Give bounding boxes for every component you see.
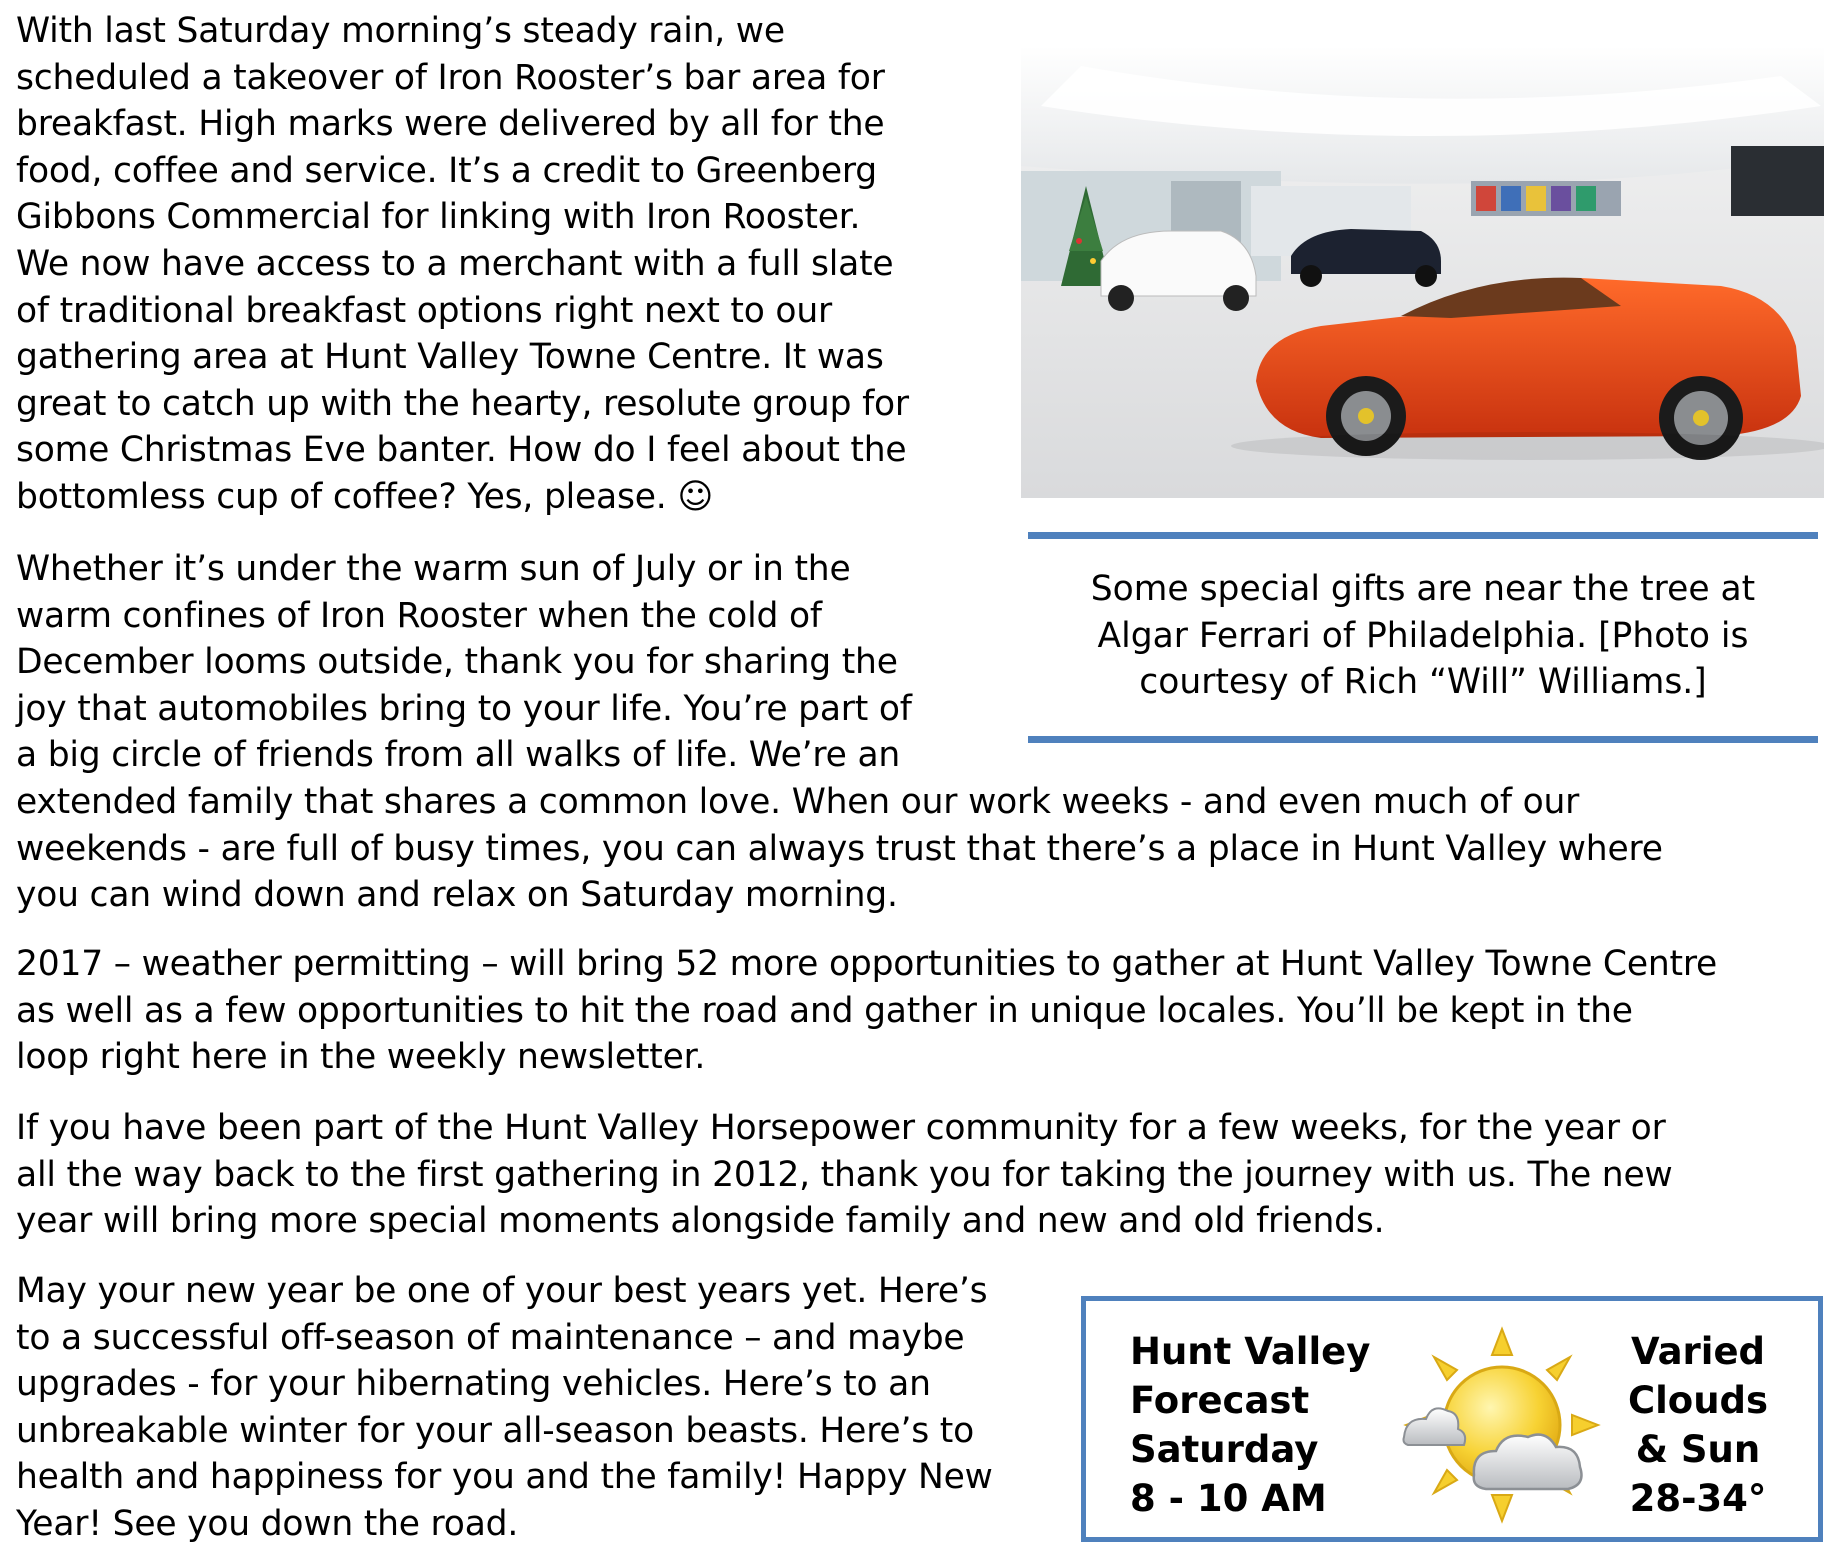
forecast-line: & Sun bbox=[1635, 1428, 1761, 1471]
caption-line: courtesy of Rich “Will” Williams.] bbox=[1139, 662, 1707, 703]
text-line: you can wind down and relax on Saturday morning. bbox=[16, 875, 898, 916]
text-line: unbreakable winter for your all-season beasts. Here’s to bbox=[16, 1410, 974, 1451]
text-line: joy that automobiles bring to your life. You’re part of bbox=[16, 688, 912, 729]
caption-line: Some special gifts are near the tree at bbox=[1090, 569, 1756, 609]
text-line: If you have been part of the Hunt Valley Horsepower community for a few weeks, for the year or bbox=[16, 1108, 1666, 1148]
text-line: December looms outside, thank you for sharing the bbox=[16, 642, 898, 683]
text-line: extended family that shares a common love. When our work weeks - and even much of our bbox=[16, 781, 1580, 822]
paragraph-2017-plans bbox=[16, 941, 1717, 1081]
text-line: Whether it’s under the warm sun of July or in the bbox=[16, 549, 851, 589]
text-line: weekends - are full of busy times, you can always trust that there’s a place in Hunt Valley where bbox=[16, 828, 1663, 869]
text-line: warm confines of Iron Rooster when the cold of bbox=[16, 595, 822, 636]
text-line: year will bring more special moments alongside family and new and old friends. bbox=[16, 1201, 1385, 1242]
text-line: a big circle of friends from all walks of life. We’re an bbox=[16, 735, 901, 776]
text-line: scheduled a takeover of Iron Rooster’s bar area for bbox=[16, 57, 885, 98]
text-line: Gibbons Commercial for linking with Iron Rooster. bbox=[16, 197, 861, 238]
text-line: as well as a few opportunities to hit the road and gather in unique locales. You’ll be kept in the bbox=[16, 990, 1633, 1031]
text-line: all the way back to the first gathering in 2012, thank you for taking the journey with us. The new bbox=[16, 1154, 1673, 1195]
forecast-line: Hunt Valley bbox=[1130, 1330, 1371, 1373]
caption-top-rule bbox=[1028, 532, 1818, 539]
text-line: upgrades - for your hibernating vehicles. Here’s to an bbox=[16, 1364, 931, 1405]
forecast-line: Saturday bbox=[1130, 1428, 1319, 1471]
ferrari-showroom-photo bbox=[1021, 46, 1824, 498]
text-line: Year! See you down the road. bbox=[16, 1503, 519, 1544]
forecast-temperature: 28-34° bbox=[1629, 1477, 1767, 1520]
text-line: 2017 – weather permitting – will bring 52 more opportunities to gather at Hunt Valley Towne Centre bbox=[16, 944, 1718, 984]
text-line: May your new year be one of your best years yet. Here’s bbox=[16, 1271, 988, 1311]
text-line: breakfast. High marks were delivered by all for the bbox=[16, 104, 885, 145]
paragraph-rain-breakfast bbox=[16, 8, 909, 521]
text-line: of traditional breakfast options right next to our bbox=[16, 290, 832, 331]
text-line: bottomless cup of coffee? Yes, please. ☺ bbox=[16, 476, 714, 517]
forecast-line: Clouds bbox=[1627, 1379, 1769, 1422]
forecast-line: Forecast bbox=[1130, 1379, 1310, 1422]
forecast-line: Varied bbox=[1630, 1330, 1766, 1373]
forecast-line: 8 - 10 AM bbox=[1130, 1477, 1327, 1520]
forecast-box bbox=[1081, 1296, 1823, 1542]
paragraph-new-year-wishes bbox=[16, 1268, 993, 1548]
forecast-title bbox=[1130, 1327, 1370, 1523]
text-line: loop right here in the weekly newsletter. bbox=[16, 1037, 706, 1078]
text-line: We now have access to a merchant with a full slate bbox=[16, 243, 894, 284]
paragraph-thank-you bbox=[16, 546, 1663, 919]
partly-sunny-icon bbox=[1402, 1325, 1602, 1525]
text-line: food, coffee and service. It’s a credit to Greenberg bbox=[16, 150, 877, 191]
paragraph-community-thanks bbox=[16, 1105, 1672, 1245]
text-line: to a successful off-season of maintenance – and maybe bbox=[16, 1317, 965, 1358]
text-line: With last Saturday morning’s steady rain, we bbox=[16, 11, 785, 51]
forecast-conditions bbox=[1618, 1327, 1778, 1523]
text-line: health and happiness for you and the family! Happy New bbox=[16, 1457, 993, 1498]
caption-line: Algar Ferrari of Philadelphia. [Photo is bbox=[1097, 615, 1749, 656]
text-line: some Christmas Eve banter. How do I feel about the bbox=[16, 430, 907, 471]
text-line: great to catch up with the hearty, resolute group for bbox=[16, 383, 909, 424]
text-line: gathering area at Hunt Valley Towne Centre. It was bbox=[16, 337, 884, 378]
